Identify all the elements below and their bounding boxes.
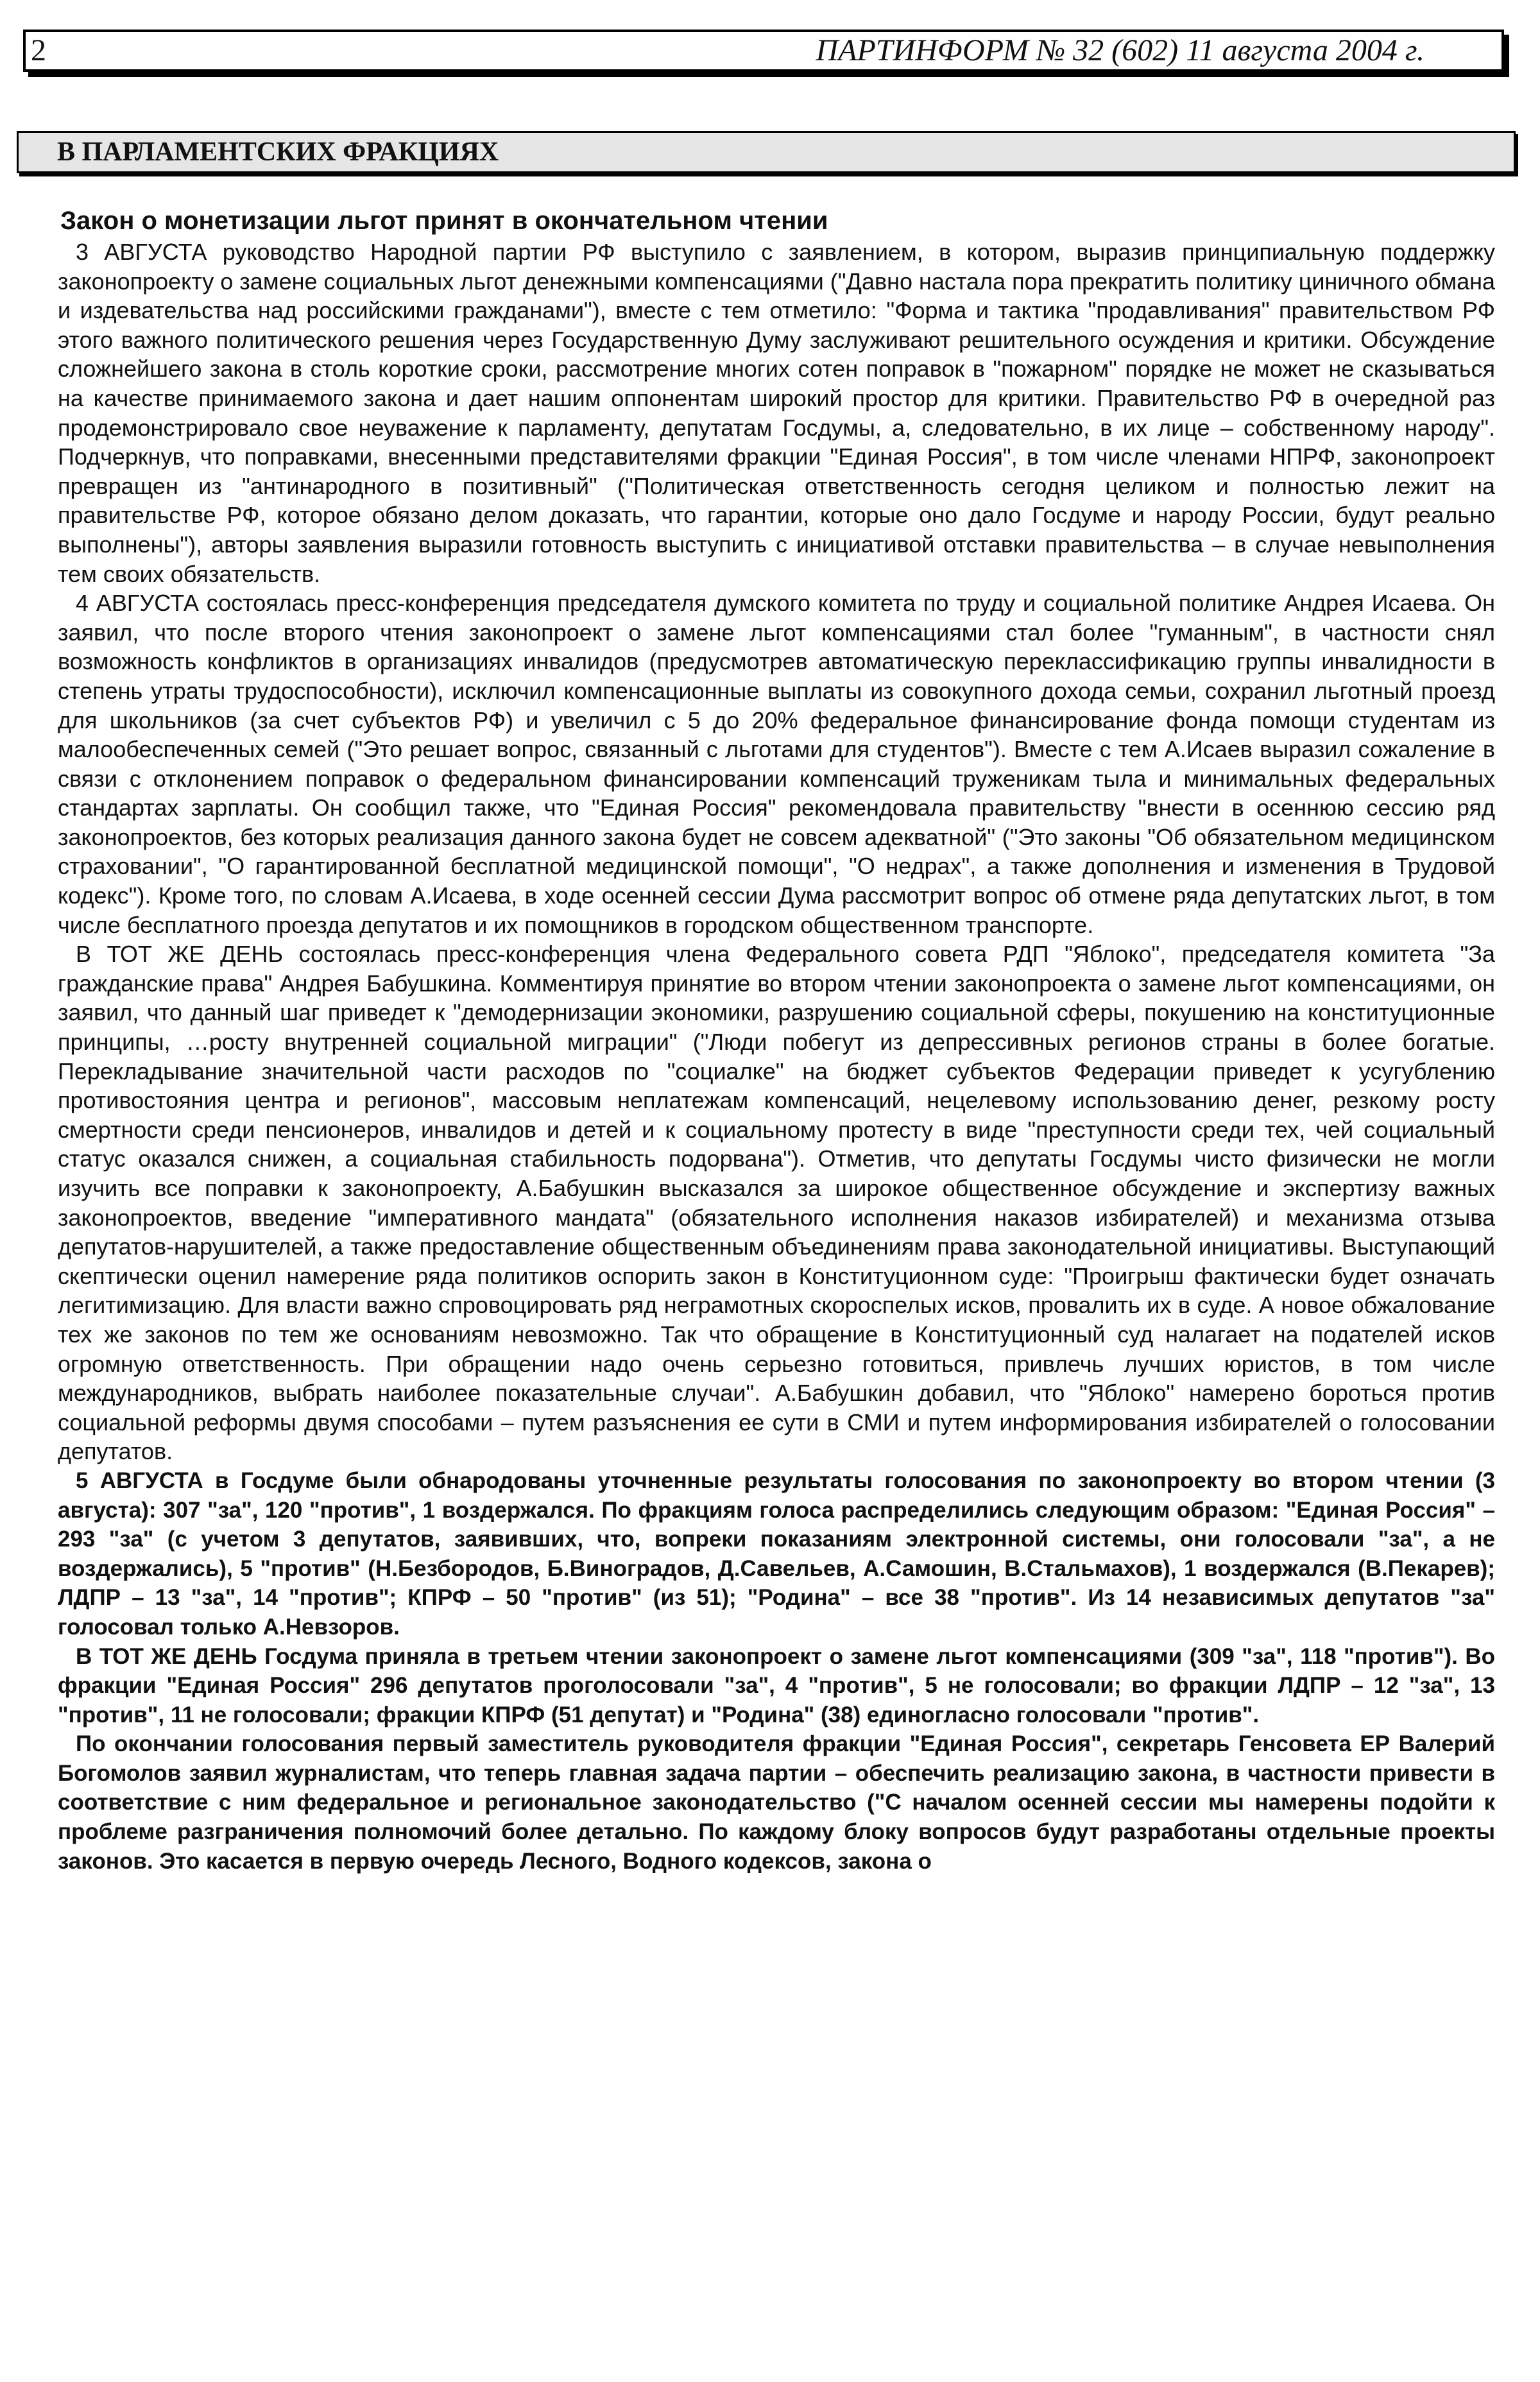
page-header bbox=[23, 30, 1504, 72]
page-number: 2 bbox=[31, 33, 46, 67]
article bbox=[58, 204, 1495, 1876]
paragraph: 4 АВГУСТА состоялась пресс-конференция председателя думского комитета по труду и социальной политике Андрея Исаева. Он заявил, что после второго чтения законопроект о замене льгот компенсациями стал более "гуманным", в частности снял возможность конфликтов в организациях инвалидов (предусмотрев автоматическую переклассификацию группы инвалидности в степень утраты трудоспособности), исключил компенсационные выплаты из совокупного дохода семьи, сохранил льготный проезд для школьников (за счет субъектов РФ) и увеличил с 5 до 20% федеральное финансирование фонда помощи студентам из малообеспеченных семей ("Это решает вопрос, связанный с льготами для студентов"). Вместе с тем А.Исаев выразил сожаление в связи с отклонением поправок о федеральном финансировании компенсаций труженикам тыла и минимальных федеральных стандартах зарплаты. Он сообщил также, что "Единая Россия" рекомендовала правительству "внести в осеннюю сессию ряд законопроектов, без которых реализация данного закона будет не совсем адекватной" ("Это законы "Об обязательном медицинском страховании", "О гарантированной бесплатной медицинской помощи", "О недрах", а также дополнения и изменения в Трудовой кодекс"). Кроме того, по словам А.Исаева, в ходе осенней сессии Дума рассмотрит вопрос об отмене ряда депутатских льгот, в том числе бесплатного проезда депутатов и их помощников в городском общественном транспорте. bbox=[58, 590, 1495, 938]
bold-paragraph: По окончании голосования первый заместитель руководителя фракции "Единая Россия", секретарь Генсовета ЕР Валерий Богомолов заявил журналистам, что теперь главная задача партии – обеспечить реализацию закона, в частности привести в соответствие с ним федеральное и региональное законодательство ("С началом осенней сессии мы намерены подойти к проблеме разграничения полномочий более детально. По каждому блоку вопросов будут разработаны отдельные проекты законов. Это касается в первую очередь Лесного, Водного кодексов, закона о bbox=[58, 1731, 1495, 1874]
article-title: Закон о монетизации льгот принят в окончательном чтении bbox=[60, 207, 828, 235]
section-title: В ПАРЛАМЕНТСКИХ ФРАКЦИЯХ bbox=[57, 137, 499, 167]
section-heading bbox=[17, 131, 1516, 173]
paragraph: В ТОТ ЖЕ ДЕНЬ состоялась пресс-конференция члена Федерального совета РДП "Яблоко", председателя комитета "За гражданские права" Андрея Бабушкина. Комментируя принятие во втором чтении законопроекта о замене льгот компенсациями, он заявил, что данный шаг приведет к "демодернизации экономики, разрушению социальной сферы, покушению на конституционные принципы, …росту внутренней социальной миграции" ("Люди побегут из депрессивных регионов страны в более богатые. Перекладывание значительной части расходов по "социалке" на бюджет субъектов Федерации приведет к усугублению противостояния центра и регионов", массовым неплатежам компенсаций, нецелевому использованию денег, резкому росту смертности среди пенсионеров, инвалидов и детей и к социальному протесту в виде "преступности среди тех, чей социальный статус оказался снижен, а социальная стабильность подорвана"). Отметив, что депутаты Госдумы чисто физически не могли изучить все поправки к законопроекту, А.Бабушкин высказался за широкое общественное обсуждение и экспертизу важных законопроектов, введение "императивного мандата" (обязательного исполнения наказов избирателей) и механизма отзыва депутатов-нарушителей, а также предоставление общественным объединениям права законодательной инициативы. Выступающий скептически оценил намерение ряда политиков оспорить закон в Конституционном суде: "Проигрыш фактически будет означать легитимизацию. Для власти важно спровоцировать ряд неграмотных скороспелых исков, провалить их в суде. А новое обжалование тех же законов по тем же основаниям невозможно. Так что обращение в Конституционный суд налагает на подателей исков огромную ответственность. При обращении надо очень серьезно готовиться, привлечь лучших юристов, в том числе международников, выбрать наиболее показательные случаи". А.Бабушкин добавил, что "Яблоко" намерено бороться против социальной реформы двумя способами – путем разъяснения ее сути в СМИ и путем информирования избирателей о голосовании депутатов. bbox=[58, 941, 1495, 1465]
bold-paragraph: 5 АВГУСТА в Госдуме были обнародованы уточненные результаты голосования по законопроекту во втором чтении (3 августа): 307 "за", 120 "против", 1 воздержался. По фракциям голоса распределились следующим образом: "Единая Россия" – 293 "за" (с учетом 3 депутатов, заявивших, что, вопреки показаниям электронной системы, они голосовали "за", а не воздержались), 5 "против" (Н.Безбородов, Б.Виноградов, Д.Савельев, А.Самошин, В.Стальмахов), 1 воздержался (В.Пекарев); ЛДПР – 13 "за", 14 "против"; КПРФ – 50 "против" (из 51); "Родина" – все 38 "против". Из 14 независимых депутатов "за" голосовал только А.Невзоров. bbox=[58, 1468, 1495, 1640]
publication-title: ПАРТИНФОРМ № 32 (602) 11 августа 2004 г. bbox=[816, 33, 1425, 67]
bold-paragraph: В ТОТ ЖЕ ДЕНЬ Госдума приняла в третьем чтении законопроект о замене льгот компенсациями (309 "за", 118 "против"). Во фракции "Единая Россия" 296 депутатов проголосовали "за", 4 "против", 5 не голосовали; во фракции ЛДПР – 12 "за", 13 "против", 11 не голосовали; фракции КПРФ (51 депутат) и "Родина" (38) единогласно голосовали "против". bbox=[58, 1643, 1495, 1727]
paragraph: 3 АВГУСТА руководство Народной партии РФ выступило с заявлением, в котором, выразив принципиальную поддержку законопроекту о замене социальных льгот денежными компенсациями ("Давно настала пора прекратить политику циничного обмана и издевательства над российскими гражданами"), вместе с тем отметило: "Форма и тактика "продавливания" правительством РФ этого важного политического решения через Государственную Думу заслуживают решительного осуждения и критики. Обсуждение сложнейшего закона в столь короткие сроки, рассмотрение многих сотен поправок в "пожарном" порядке не может не сказываться на качестве принимаемого закона и дает нашим оппонентам широкий простор для критики. Правительство РФ в очередной раз продемонстрировало свое неуважение к парламенту, депутатам Госдумы, а, следовательно, в их лице – собственному народу". Подчеркнув, что поправками, внесенными представителями фракции "Единая Россия", в том числе членами НПРФ, законопроект превращен из "антинародного в позитивный" ("Политическая ответственность сегодня целиком и полностью лежит на правительстве РФ, которое обязано делом доказать, что гарантии, которые оно дало Госдуме и народу России, будут реально выполнены"), авторы заявления выразили готовность выступить с инициативой отставки правительства – в случае невыполнения тем своих обязательств. bbox=[58, 239, 1495, 587]
